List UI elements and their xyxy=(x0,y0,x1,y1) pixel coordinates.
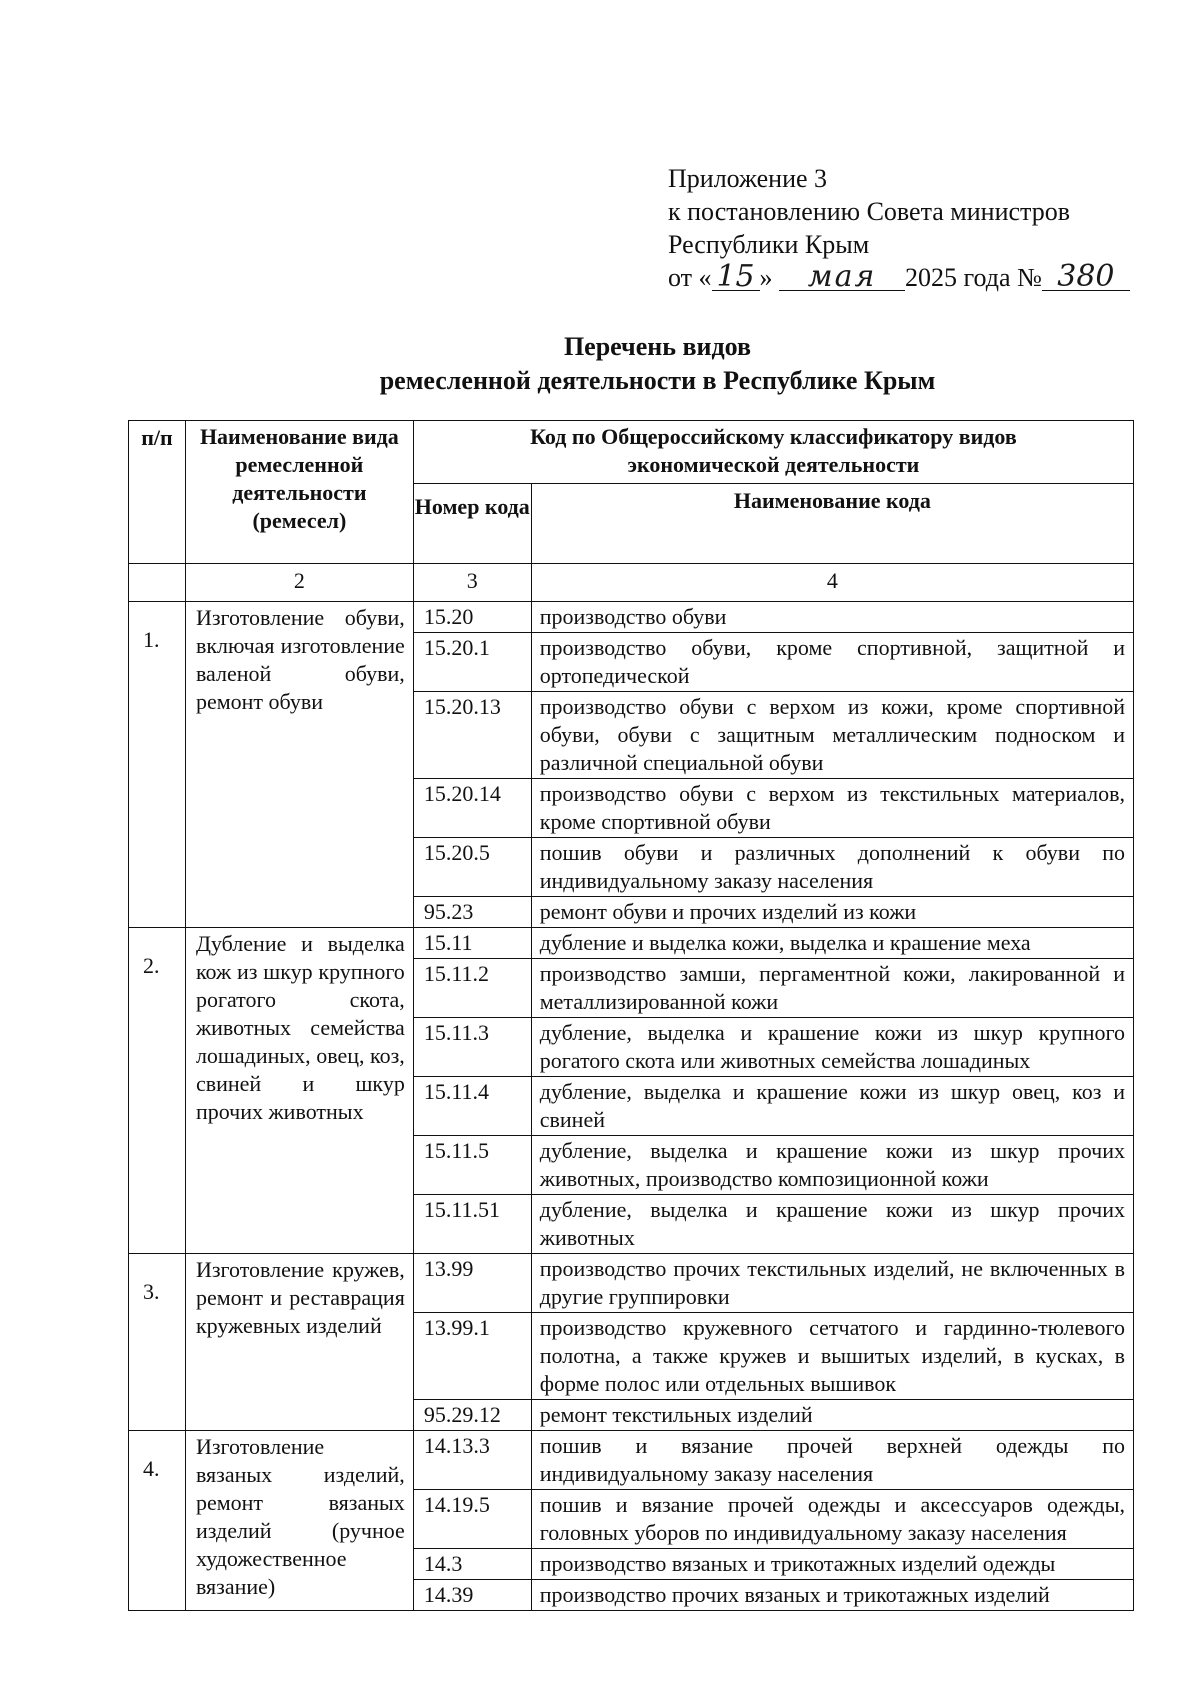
header-pp: п/п xyxy=(129,421,186,564)
column-number: 3 xyxy=(413,564,531,602)
okved-code: 13.99.1 xyxy=(413,1313,531,1400)
column-numbers-row xyxy=(129,564,1134,602)
okved-code: 15.20.13 xyxy=(413,692,531,779)
group-number: 2. xyxy=(129,928,186,1254)
title-line-2: ремесленной деятельности в Республике Крым xyxy=(379,366,936,395)
okved-code-name: производство кружевного сетчатого и гардинно-тюлевого полотна, а также кружев и вышитых изделий, в кусках, в форме полос или отдельных вышивок xyxy=(531,1313,1133,1400)
header-kind: Наименование вида ремесленной деятельности (ремесел) xyxy=(185,421,413,564)
okved-code-name: производство прочих вязаных и трикотажных изделий xyxy=(531,1580,1133,1611)
header-code-number: Номер кода xyxy=(413,484,531,564)
okved-code-name: дубление, выделка и крашение кожи из шкур овец, коз и свиней xyxy=(531,1077,1133,1136)
crafts-table xyxy=(128,420,1134,1611)
column-number xyxy=(129,564,186,602)
craft-kind: Дубление и выделка кож из шкур крупного рогатого скота, животных семейства лошадиных, овец, коз, свиней и шкур прочих животных xyxy=(185,928,413,1254)
document-title xyxy=(0,330,1200,398)
craft-kind: Изготовление вязаных изделий, ремонт вязаных изделий (ручное художественное вязание) xyxy=(185,1431,413,1611)
okved-code: 15.11 xyxy=(413,928,531,959)
handwritten-month: мая xyxy=(779,264,905,291)
group-number: 1. xyxy=(129,602,186,928)
handwritten-number: 380 xyxy=(1042,264,1130,291)
okved-code: 15.11.51 xyxy=(413,1195,531,1254)
okved-code-name: производство обуви xyxy=(531,602,1133,633)
okved-code: 13.99 xyxy=(413,1254,531,1313)
okved-code: 14.39 xyxy=(413,1580,531,1611)
approval-line-2: к постановлению Совета министров xyxy=(668,197,1070,226)
okved-code-name: производство обуви с верхом из кожи, кроме спортивной обуви, обуви с защитным металлическим подноском и различной специальной обуви xyxy=(531,692,1133,779)
okved-code: 15.20.1 xyxy=(413,633,531,692)
date-prefix: от « xyxy=(668,263,712,292)
okved-code: 95.29.12 xyxy=(413,1400,531,1431)
okved-code: 15.11.2 xyxy=(413,959,531,1018)
craft-kind: Изготовление обуви, включая изготовление валеной обуви, ремонт обуви xyxy=(185,602,413,928)
table-row xyxy=(129,1254,1134,1313)
header-code-name: Наименование кода xyxy=(531,484,1133,564)
year-text: 2025 года № xyxy=(905,263,1042,292)
okved-code: 15.11.3 xyxy=(413,1018,531,1077)
okved-code-name: пошив и вязание прочей верхней одежды по индивидуальному заказу населения xyxy=(531,1431,1133,1490)
okved-code: 15.20 xyxy=(413,602,531,633)
okved-code: 14.13.3 xyxy=(413,1431,531,1490)
okved-code-name: производство вязаных и трикотажных изделий одежды xyxy=(531,1549,1133,1580)
okved-code-name: ремонт обуви и прочих изделий из кожи xyxy=(531,897,1133,928)
okved-code-name: пошив и вязание прочей одежды и аксессуаров одежды, головных уборов по индивидуальному заказу населения xyxy=(531,1490,1133,1549)
table-row xyxy=(129,602,1134,633)
okved-code: 95.23 xyxy=(413,897,531,928)
okved-code-name: производство обуви, кроме спортивной, защитной и ортопедической xyxy=(531,633,1133,692)
approval-block xyxy=(668,162,1130,294)
okved-code: 14.3 xyxy=(413,1549,531,1580)
okved-code-name: производство замши, пергаментной кожи, лакированной и металлизированной кожи xyxy=(531,959,1133,1018)
okved-code-name: дубление, выделка и крашение кожи из шкур прочих животных, производство композиционной кожи xyxy=(531,1136,1133,1195)
okved-code: 14.19.5 xyxy=(413,1490,531,1549)
group-number: 3. xyxy=(129,1254,186,1431)
approval-line-3: Республики Крым xyxy=(668,230,870,259)
table-body xyxy=(129,564,1134,1611)
okved-code: 15.20.5 xyxy=(413,838,531,897)
craft-kind: Изготовление кружев, ремонт и реставрация кружевных изделий xyxy=(185,1254,413,1431)
column-number: 2 xyxy=(185,564,413,602)
group-number: 4. xyxy=(129,1431,186,1611)
approval-line-1: Приложение 3 xyxy=(668,164,828,193)
okved-code: 15.11.5 xyxy=(413,1136,531,1195)
okved-code: 15.20.14 xyxy=(413,779,531,838)
table-row xyxy=(129,1431,1134,1490)
okved-code: 15.11.4 xyxy=(413,1077,531,1136)
okved-code-name: производство прочих текстильных изделий, не включенных в другие группировки xyxy=(531,1254,1133,1313)
okved-code-name: ремонт текстильных изделий xyxy=(531,1400,1133,1431)
approval-date-line xyxy=(668,261,1130,294)
header-okved: Код по Общероссийскому классификатору видов экономической деятельности xyxy=(413,421,1133,484)
okved-code-name: дубление, выделка и крашение кожи из шкур крупного рогатого скота или животных семейства лошадиных xyxy=(531,1018,1133,1077)
title-line-1: Перечень видов xyxy=(563,332,752,361)
okved-code-name: дубление и выделка кожи, выделка и крашение меха xyxy=(531,928,1133,959)
okved-code-name: производство обуви с верхом из текстильных материалов, кроме спортивной обуви xyxy=(531,779,1133,838)
okved-code-name: пошив обуви и различных дополнений к обуви по индивидуальному заказу населения xyxy=(531,838,1133,897)
table-row xyxy=(129,928,1134,959)
column-number: 4 xyxy=(531,564,1133,602)
okved-code-name: дубление, выделка и крашение кожи из шкур прочих животных xyxy=(531,1195,1133,1254)
handwritten-day: 15 xyxy=(712,264,760,291)
date-mid: » xyxy=(759,263,773,292)
